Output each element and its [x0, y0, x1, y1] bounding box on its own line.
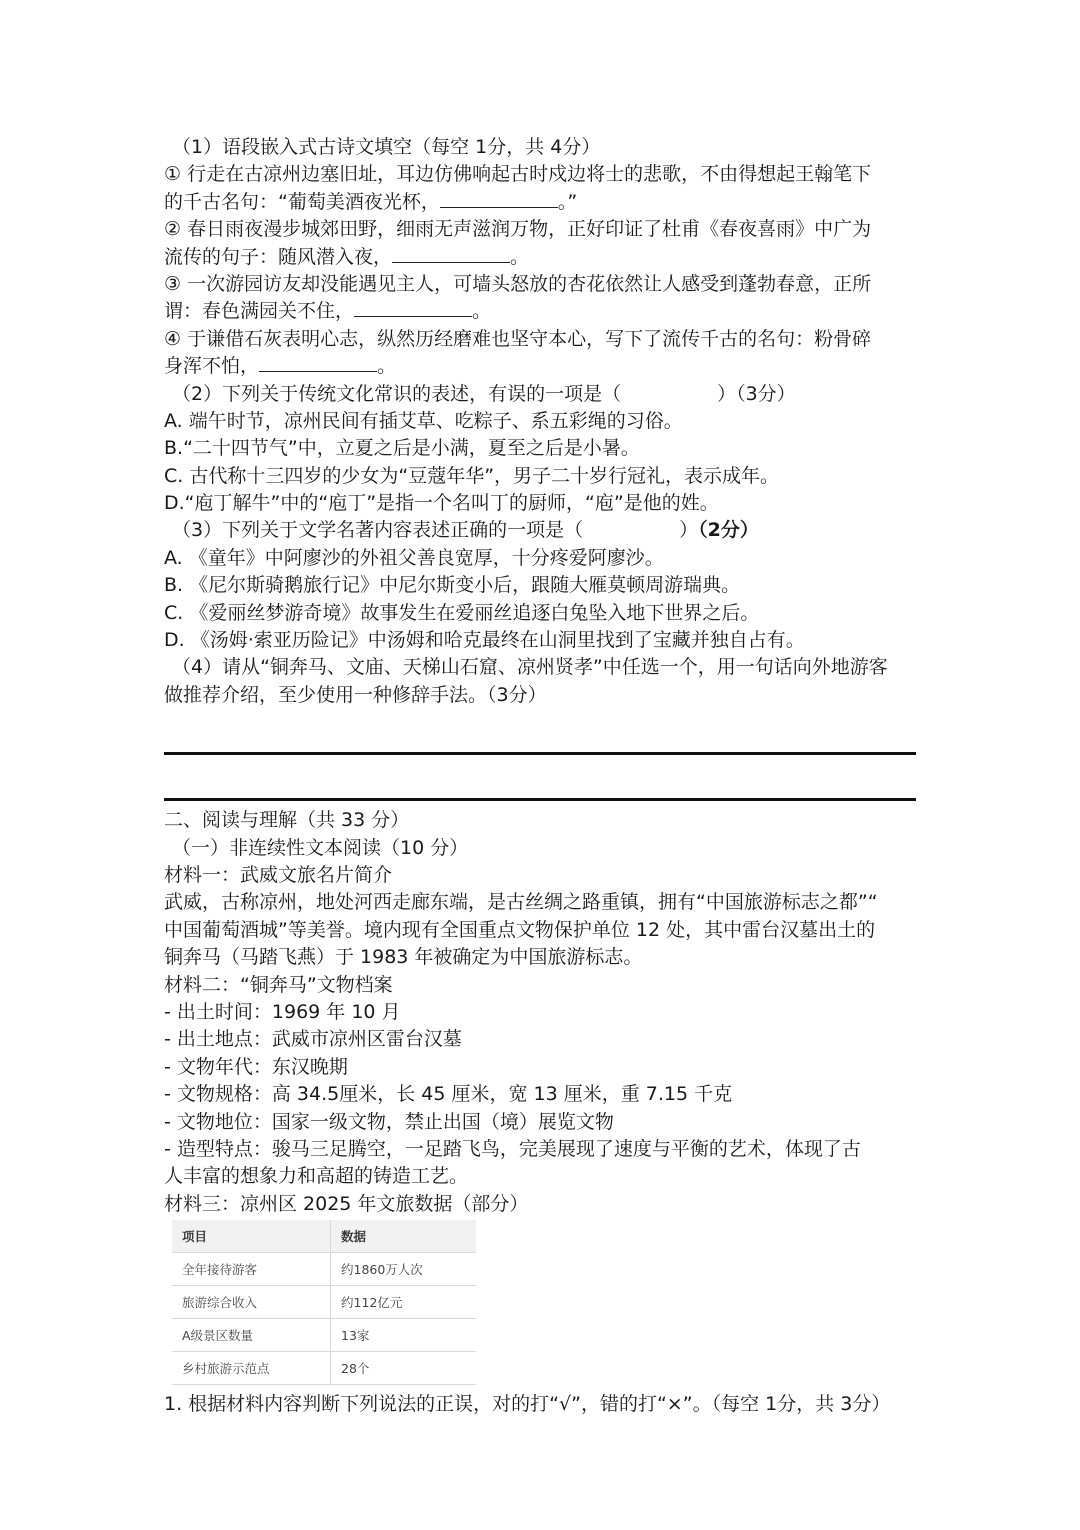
- q1-item2-suffix: 。: [510, 245, 530, 268]
- q2-title-prefix: （2）下列关于传统文化常识的表述，有误的一项是（: [172, 382, 622, 405]
- table-header-row: [172, 1220, 476, 1253]
- q1-item3-line1: ③ 一次游园访友却没能遇见主人，可墙头怒放的杏花依然让人感受到蓬勃春意，正所: [164, 272, 872, 295]
- table-header-cell: 项目: [172, 1220, 331, 1253]
- table-cell: 乡村旅游示范点: [172, 1352, 331, 1385]
- q2-title: [164, 381, 916, 408]
- material3-title: 材料三：凉州区 2025 年文旅数据（部分）: [164, 1192, 529, 1215]
- material2-item: - 文物地位：国家一级文物，禁止出国（境）展览文物: [164, 1110, 614, 1133]
- table-row: [172, 1319, 476, 1352]
- q4-line2: 做推荐介绍，至少使用一种修辞手法。（3分）: [164, 683, 547, 706]
- q3-option-c: C. 《爱丽丝梦游奇境》故事发生在爱丽丝追逐白兔坠入地下世界之后。: [164, 601, 760, 624]
- q3-score: （2分）: [698, 519, 759, 542]
- q3-title-suffix: ）: [679, 519, 699, 542]
- q3-title: [164, 517, 916, 544]
- q1-item1-line2: [164, 189, 916, 216]
- q1-item1-prefix: 的千古名句：“葡萄美酒夜光杯，: [164, 190, 440, 213]
- material1-text-line: 铜奔马（马踏飞燕）于 1983 年被确定为中国旅游标志。: [164, 946, 643, 969]
- material2-item-continuation: 人丰富的想象力和高超的铸造工艺。: [164, 1165, 469, 1188]
- table-cell: 13家: [331, 1319, 477, 1352]
- q1-item4-blank[interactable]: [259, 353, 377, 372]
- q1-item4-line2: [164, 353, 916, 380]
- q1-item1-blank[interactable]: [440, 189, 558, 208]
- table-row: [172, 1253, 476, 1286]
- table-row: [172, 1352, 476, 1385]
- table-cell: A级景区数量: [172, 1319, 331, 1352]
- tourism-data-table: [172, 1220, 476, 1385]
- q1-item3-suffix: 。: [472, 300, 492, 323]
- q2-title-suffix: ）（3分）: [717, 382, 796, 405]
- q2-option-a: A. 端午时节，凉州民间有插艾草、吃粽子、系五彩绳的习俗。: [164, 409, 683, 432]
- table-cell: 约112亿元: [331, 1286, 477, 1319]
- answer-line: [164, 752, 916, 755]
- q1-item1-line1: ① 行走在古凉州边塞旧址，耳边仿佛响起古时戍边将士的悲歌，不由得想起王翰笔下: [164, 163, 872, 186]
- q1-item4-prefix: 身浑不怕，: [164, 355, 260, 378]
- q1-title: （1）语段嵌入式古诗文填空（每空 1分，共 4分）: [172, 136, 601, 158]
- table-row: [172, 1286, 476, 1319]
- material2-item: - 出土时间：1969 年 10 月: [164, 1000, 401, 1023]
- q1-item4-line1: ④ 于谦借石灰表明心志，纵然历经磨难也坚守本心，写下了流传千古的名句：粉骨碎: [164, 327, 872, 350]
- q3-title-prefix: （3）下列关于文学名著内容表述正确的一项是（: [172, 519, 584, 542]
- material1-text-line: 中国葡萄酒城”等美誉。境内现有全国重点文物保护单位 12 处，其中雷台汉墓出土的: [164, 918, 876, 941]
- q1-item3-prefix: 谓：春色满园关不住，: [164, 300, 355, 323]
- q1-item4-suffix: 。: [377, 355, 397, 378]
- q2-option-c: C. 古代称十三四岁的少女为“豆蔻年华”，男子二十岁行冠礼，表示成年。: [164, 464, 780, 487]
- table-header-cell: 数据: [331, 1220, 477, 1253]
- q1-item2-line2: [164, 244, 916, 271]
- exam-page: [164, 134, 916, 1418]
- question-1: 1. 根据材料内容判断下列说法的正误，对的打“√”，错的打“×”。（每空 1分，共 3分）: [164, 1393, 891, 1416]
- table-cell: 约1860万人次: [331, 1253, 477, 1286]
- material2-item: - 造型特点：骏马三足腾空，一足踏飞鸟，完美展现了速度与平衡的艺术，体现了古: [164, 1137, 861, 1160]
- subsection-heading: （一）非连续性文本阅读（10 分）: [172, 836, 469, 859]
- table-cell: 全年接待游客: [172, 1253, 331, 1286]
- answer-line: [164, 798, 916, 801]
- table-cell: 28个: [331, 1352, 477, 1385]
- q1-item3-blank[interactable]: [354, 298, 472, 317]
- q4-answer-area[interactable]: [164, 709, 916, 807]
- material2-title: 材料二：“铜奔马”文物档案: [164, 973, 393, 996]
- material2-item: - 文物年代：东汉晚期: [164, 1055, 348, 1078]
- q3-option-a: A. 《童年》中阿廖沙的外祖父善良宽厚，十分疼爱阿廖沙。: [164, 546, 664, 569]
- q1-item1-suffix: 。”: [557, 190, 578, 213]
- q1-item2-blank[interactable]: [392, 244, 510, 263]
- q1-item2-prefix: 流传的句子：随风潜入夜，: [164, 245, 393, 268]
- q4-line1: （4）请从“铜奔马、文庙、天梯山石窟、凉州贤孝”中任选一个，用一句话向外地游客: [172, 656, 888, 679]
- q2-option-d: D.“庖丁解牛”中的“庖丁”是指一个名叫丁的厨师，“庖”是他的姓。: [164, 492, 719, 515]
- q1-item2-line1: ② 春日雨夜漫步城郊田野，细雨无声滋润万物，正好印证了杜甫《春夜喜雨》中广为: [164, 218, 872, 241]
- q3-option-b: B. 《尼尔斯骑鹅旅行记》中尼尔斯变小后，跟随大雁莫顿周游瑞典。: [164, 574, 741, 597]
- material2-item: - 文物规格：高 34.5厘米，长 45 厘米，宽 13 厘米，重 7.15 千克: [164, 1083, 733, 1106]
- table-cell: 旅游综合收入: [172, 1286, 331, 1319]
- material2-item: - 出土地点：武威市凉州区雷台汉墓: [164, 1028, 462, 1051]
- section-heading: 二、阅读与理解（共 33 分）: [164, 809, 410, 832]
- q2-option-b: B.“二十四节气”中，立夏之后是小满，夏至之后是小暑。: [164, 437, 640, 460]
- q3-option-d: D. 《汤姆·索亚历险记》中汤姆和哈克最终在山洞里找到了宝藏并独自占有。: [164, 629, 805, 652]
- material1-text-line: 武威，古称凉州，地处河西走廊东端，是古丝绸之路重镇，拥有“中国旅游标志之都”“: [164, 891, 878, 914]
- q1-item3-line2: [164, 298, 916, 325]
- material1-title: 材料一：武威文旅名片简介: [164, 863, 393, 886]
